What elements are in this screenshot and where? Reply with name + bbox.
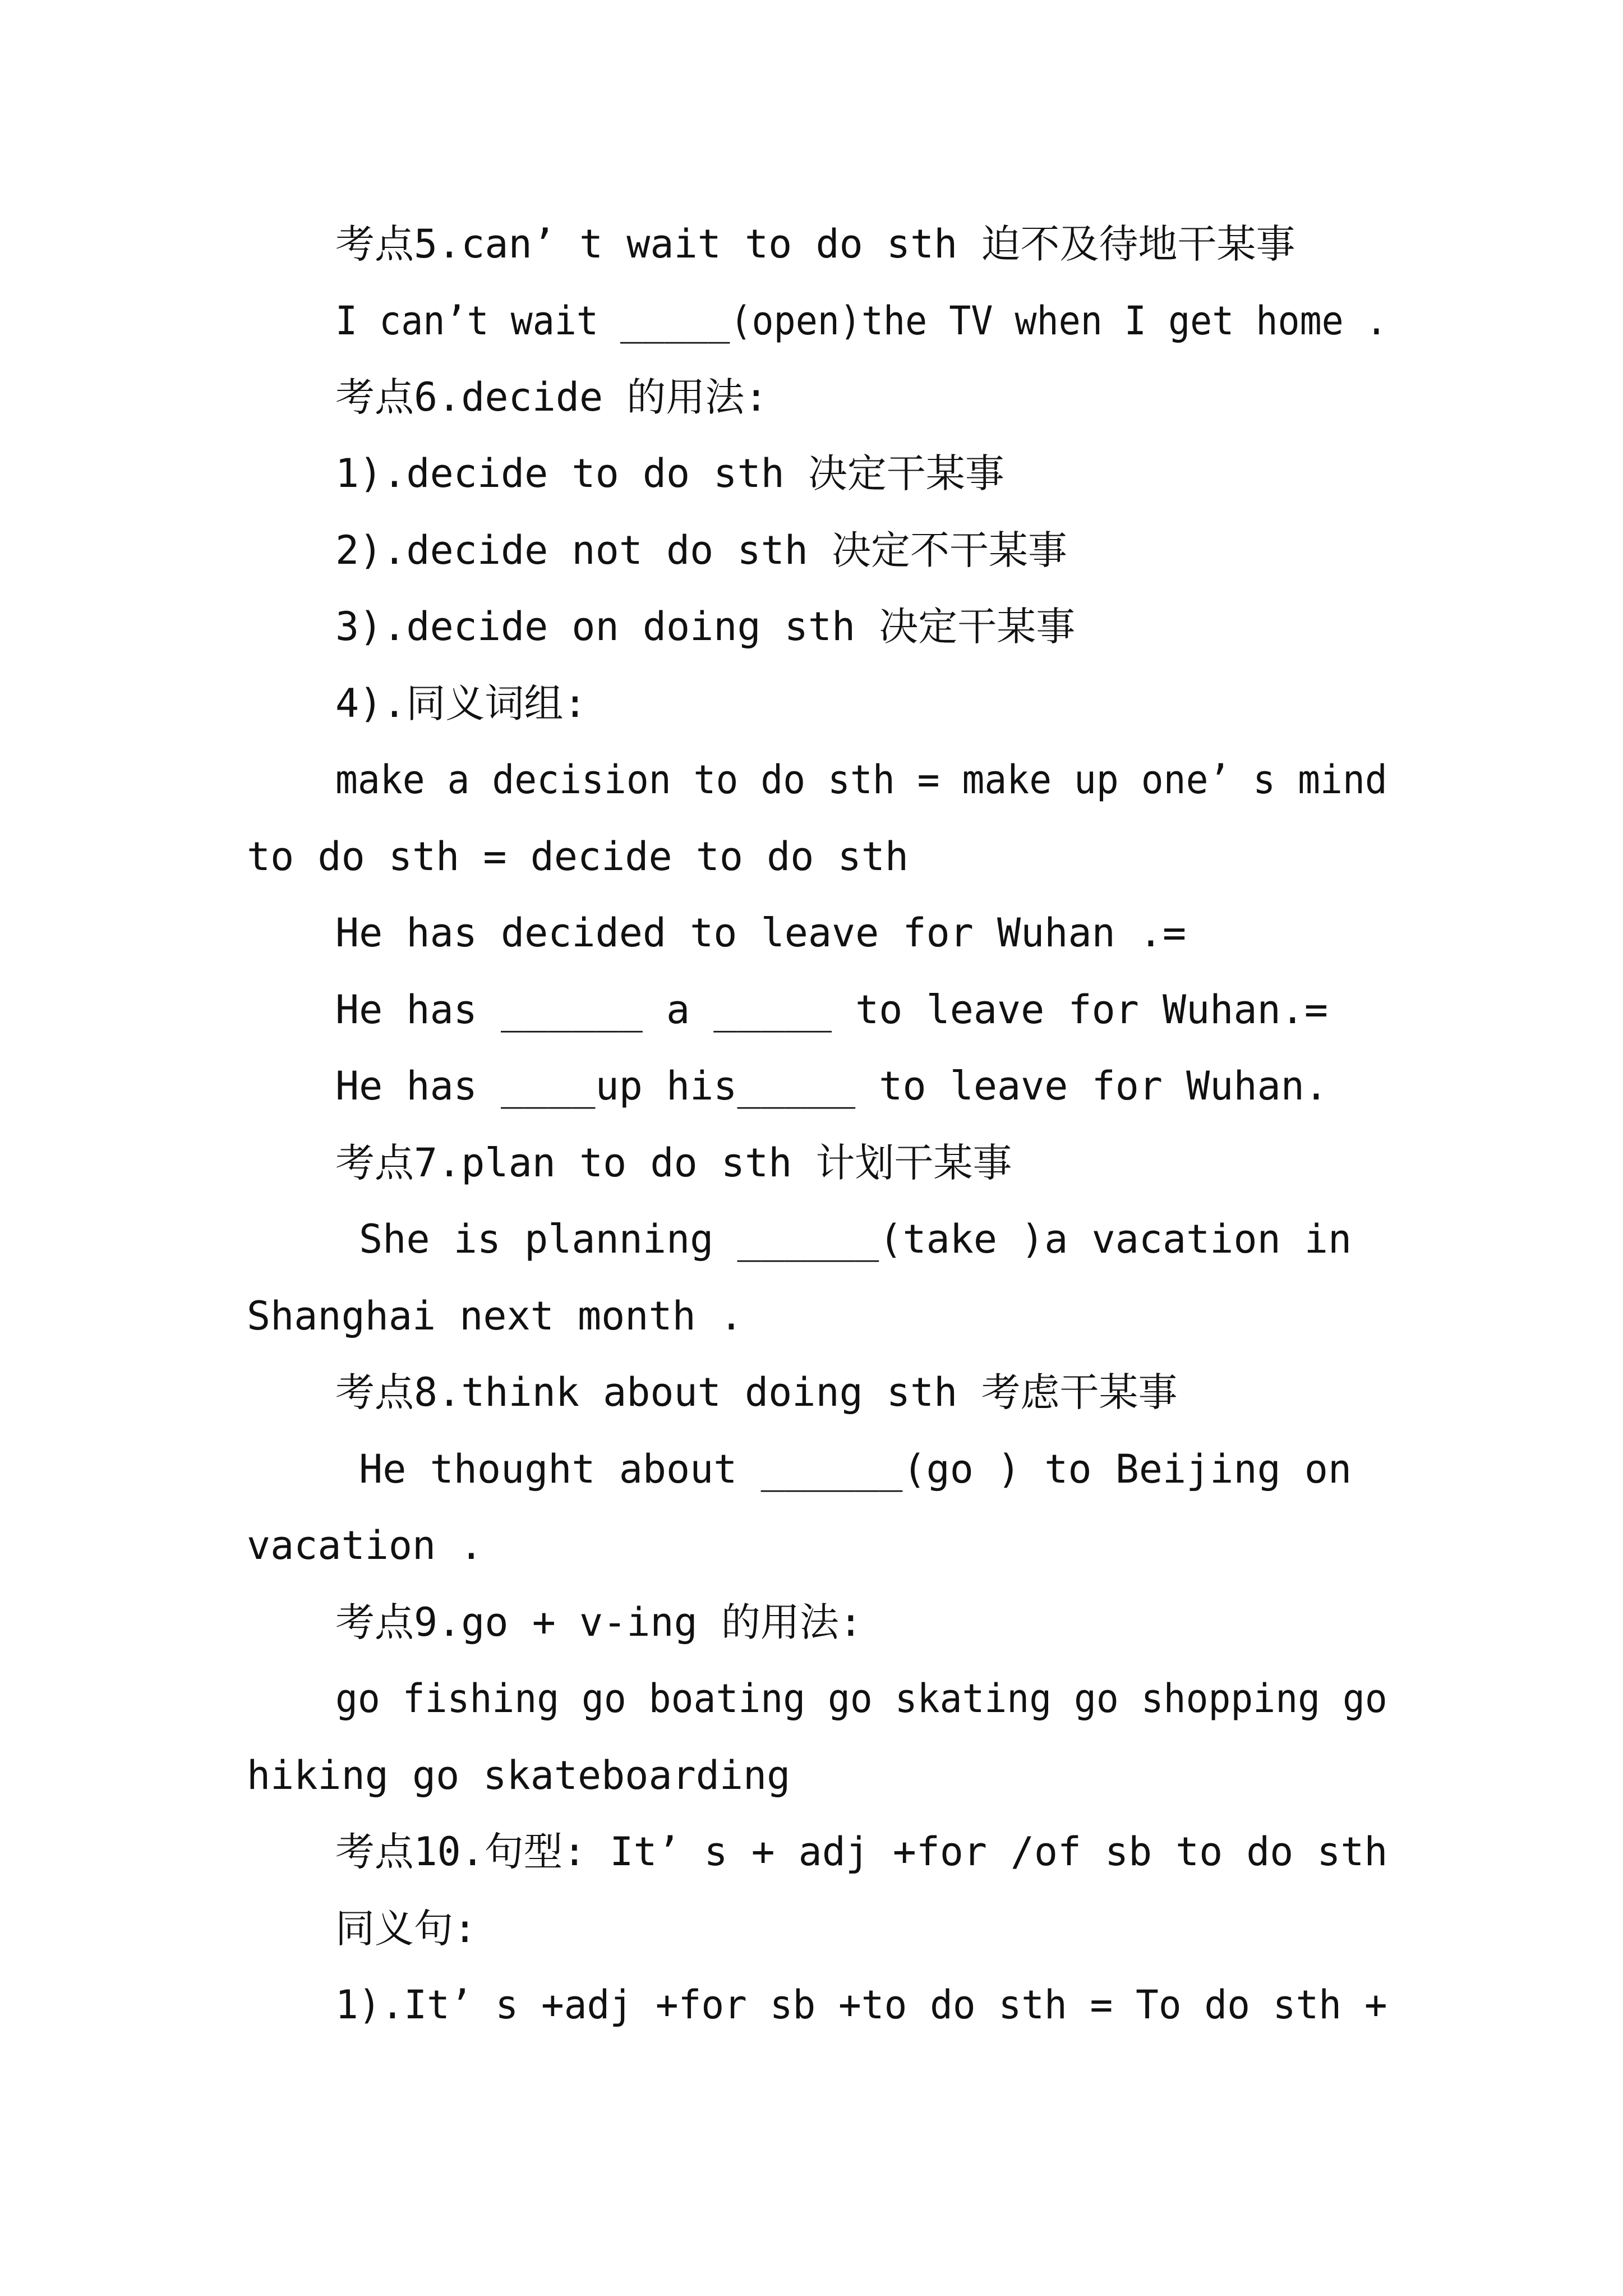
body-text: to do sth = decide to do sth (247, 834, 909, 880)
heading-point-9: 考点9.go + v-ing 的用法: (335, 1599, 863, 1645)
usage-item: 1).decide to do sth 决定干某事 (335, 450, 1004, 496)
exercise-text: He has ______ a _____ to leave for Wuhan.= (335, 987, 1329, 1033)
heading-point-5: 考点5.can’ t wait to do sth 迫不及待地干某事 (335, 221, 1295, 267)
usage-item: 4).同义词组: (335, 680, 587, 726)
heading-point-7: 考点7.plan to do sth 计划干某事 (335, 1140, 1012, 1186)
exercise-line (335, 296, 1387, 346)
exercise-text: She is planning ______(take )a vacation in (335, 1216, 1352, 1262)
heading-point-10: 考点10.句型: It’ s + adj +for /of sb to do sth (335, 1829, 1388, 1875)
heading-point-8: 考点8.think about doing sth 考虑干某事 (335, 1369, 1178, 1415)
subheading: 同义句: (335, 1906, 477, 1952)
exercise-text: Shanghai next month . (247, 1293, 744, 1339)
usage-item: 3).decide on doing sth 决定干某事 (335, 604, 1076, 650)
usage-item: 2).decide not do sth 决定不干某事 (335, 527, 1068, 573)
example-sentence: He has decided to leave for Wuhan .= (335, 910, 1187, 956)
body-text: hiking go skateboarding (247, 1752, 791, 1798)
heading-point-6: 考点6.decide 的用法: (335, 374, 768, 420)
exercise-text: I can’t wait _____(open)the TV when I get home . (335, 298, 1387, 344)
exercise-text: He thought about ______(go ) to Beijing on (335, 1446, 1352, 1492)
exercise-text: vacation . (247, 1522, 483, 1568)
body-text: make a decision to do sth = make up one’ s mind (335, 757, 1387, 803)
exercise-text: He has ____up his_____ to leave for Wuhan. (335, 1063, 1329, 1109)
body-text: 1).It’ s +adj +for sb +to do sth = To do sth + (335, 1982, 1387, 2028)
body-text: go fishing go boating go skating go shopping go (335, 1676, 1387, 1722)
